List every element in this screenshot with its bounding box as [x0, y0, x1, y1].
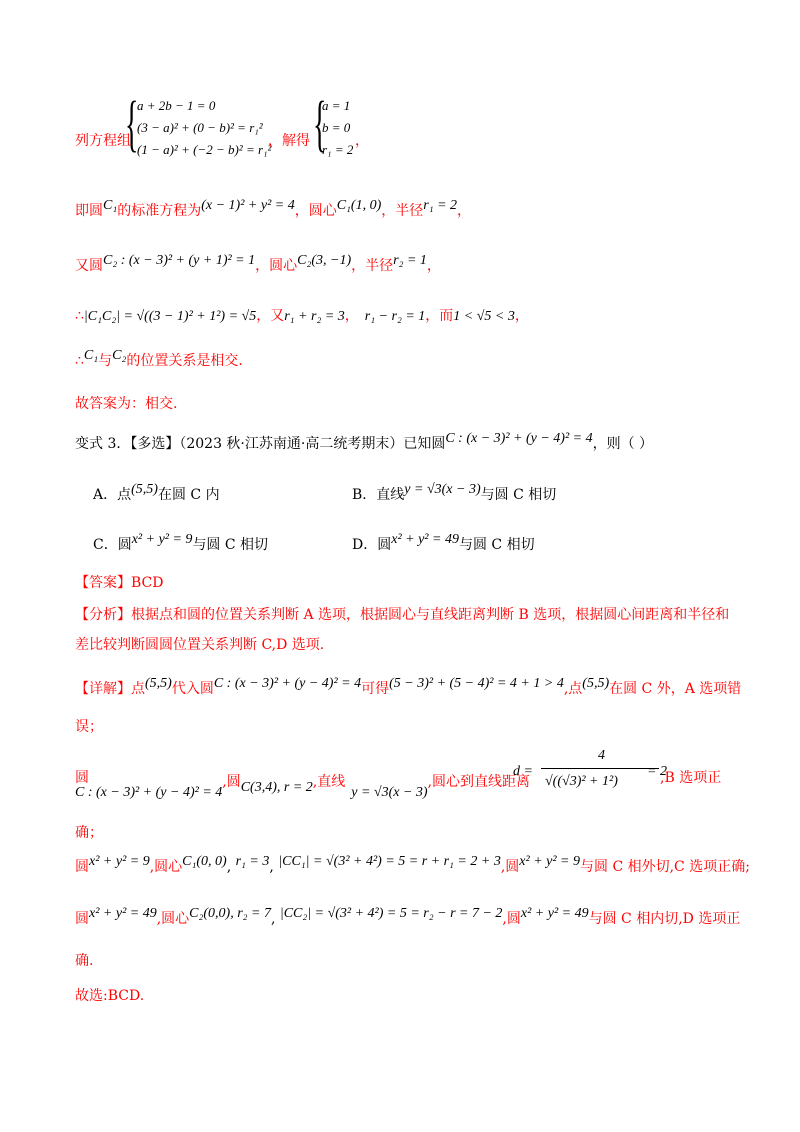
math: (5 − 3)² + (5 − 4)² = 4 + 1 > 4 — [389, 676, 564, 691]
text: 【详解】点 — [75, 681, 145, 697]
text: 的标准方程为 — [117, 203, 202, 219]
text: 与圆 C 相切 — [480, 487, 557, 503]
text: 圆 — [75, 911, 89, 927]
option-a[interactable] — [93, 484, 220, 504]
equation-row: a + 2b − 1 = 0 — [137, 98, 216, 113]
therefore-symbol: ∴ — [75, 308, 84, 324]
math: √((√3)² + 1²) — [545, 774, 618, 789]
math: |CC₁| = √(3² + 4²) = 5 = r + r₁ = 2 + 3 — [278, 854, 501, 869]
math: y = √3(x − 3) — [404, 482, 481, 497]
text: ， — [344, 308, 359, 324]
text: ，则（ ） — [592, 436, 654, 452]
equation-row: r₁ = 2 — [322, 142, 354, 157]
text: ,圆 — [502, 911, 521, 927]
detail-line-1 — [75, 678, 741, 698]
answer-label: 【答案】BCD — [75, 575, 164, 591]
text: 圆 — [75, 859, 89, 875]
text: ,圆 — [222, 774, 241, 790]
math: C₁(0, 0) — [182, 854, 227, 869]
text: ，而 — [425, 308, 454, 324]
text: 在圆 C 外，A 选项错 — [609, 681, 742, 697]
math: x² + y² = 49 — [391, 532, 459, 547]
text: 与圆 C 相外切,C 选项正确; — [580, 859, 750, 875]
fraction-bar — [541, 768, 659, 769]
text: D．圆 — [352, 537, 392, 553]
text: 即圆 — [75, 203, 103, 219]
equation-row: (1 − a)² + (−2 − b)² = r₁² — [137, 142, 272, 157]
math: = 2 — [647, 764, 667, 779]
text: ,圆 — [500, 859, 520, 875]
solution-line-3 — [75, 255, 441, 275]
detail-b-tail: ,B 选项正 — [660, 770, 722, 786]
text: ，又 — [256, 308, 285, 324]
math: x² + y² = 9 — [89, 854, 150, 869]
text: ,点 — [563, 681, 583, 697]
math: C₁(1, 0) — [336, 198, 382, 213]
solution-line-1 — [75, 130, 131, 150]
math: (5,5) — [145, 676, 172, 691]
math: 1 < √5 < 3 — [453, 309, 515, 324]
text: 的位置关系是相交. — [126, 353, 243, 369]
text: 在圆 C 内 — [157, 487, 220, 503]
text: 与圆 C 相切 — [458, 537, 535, 553]
brace-icon: { — [313, 90, 327, 158]
equation-row: b = 0 — [322, 120, 351, 135]
solution-text: ， — [355, 133, 369, 149]
math: (5,5) — [582, 676, 610, 691]
text: ， — [457, 203, 472, 219]
detail-line-1-cont: 误； — [75, 719, 103, 735]
math: x² + y² = 49 — [89, 906, 157, 921]
math: r₂ = 1 — [393, 253, 427, 268]
math: 4 — [598, 748, 605, 763]
final-answer: 故选:BCD. — [75, 988, 145, 1004]
text: ,圆心 — [149, 859, 183, 875]
text: 与 — [98, 353, 113, 369]
solution-line-2 — [75, 200, 471, 220]
brace-icon: { — [125, 90, 139, 158]
math: r₁ + r₂ = 3 — [284, 309, 345, 324]
detail-b-row — [75, 774, 531, 801]
text: 又圆 — [75, 258, 103, 274]
math: C : (x − 3)² + (y − 4)² = 4 — [75, 785, 223, 800]
text: 代入圆 — [171, 681, 214, 697]
math: C₂(0,0), r₂ = 7 — [189, 906, 271, 921]
math: r₁ = 2 — [423, 198, 458, 213]
math: y = √3(x − 3) — [351, 785, 428, 800]
math: C₂(3, −1) — [297, 253, 352, 268]
text: ， — [514, 308, 529, 324]
math: C : (x − 3)² + (y − 4)² = 4 — [213, 676, 362, 691]
text: 列方程组 — [75, 133, 131, 149]
text: ，半径 — [381, 203, 424, 219]
text: ，半径 — [351, 258, 394, 274]
analysis-line-1: 【分析】根据点和圆的位置关系判断 A 选项，根据圆心与直线距离判断 B 选项，根据圆心间距离和半径和 — [75, 607, 730, 623]
math: (5,5) — [131, 482, 158, 497]
text: 圆 — [75, 770, 89, 786]
text: ， — [426, 258, 441, 274]
solution-line-5 — [75, 350, 243, 370]
math: C₁ — [83, 348, 99, 363]
option-b[interactable] — [352, 484, 556, 504]
detail-d-cont: 确. — [75, 953, 94, 969]
text: ,直线 — [312, 774, 346, 790]
math: x² + y² = 9 — [131, 532, 193, 547]
equation-row: (3 − a)² + (0 − b)² = r₁² — [137, 120, 263, 135]
text: C．圆 — [93, 537, 132, 553]
math: C : (x − 3)² + (y − 4)² = 4 — [445, 431, 593, 446]
equation-row: a = 1 — [322, 98, 351, 113]
text: 变式 3．【多选】（2023 秋·江苏南通·高二统考期末）已知圆 — [75, 436, 446, 452]
text: ，圆心 — [255, 258, 298, 274]
math: C₂ — [112, 348, 127, 363]
question-stem — [75, 433, 653, 453]
answer-conclusion: 故答案为：相交. — [75, 396, 178, 412]
math: r₁ − r₂ = 1 — [364, 309, 426, 324]
math: d = — [513, 764, 533, 779]
option-d[interactable] — [352, 534, 535, 554]
math: r₁ = 3 — [235, 854, 270, 869]
detail-b-cont: 确； — [75, 825, 103, 841]
math: C₁ — [103, 198, 118, 213]
therefore-symbol: ∴ — [75, 353, 84, 369]
text: ,圆心到直线距离 — [427, 774, 531, 790]
text: B．直线 — [352, 487, 405, 503]
text: 可得 — [361, 681, 390, 697]
option-c[interactable] — [93, 534, 268, 554]
solution-line-4 — [75, 305, 529, 325]
math: C₂ : (x − 3)² + (y + 1)² = 1 — [103, 253, 256, 268]
math: x² + y² = 9 — [519, 854, 580, 869]
math: x² + y² = 49 — [520, 906, 589, 921]
detail-d-line: 圆x² + y² = 49,圆心C₂(0,0), r₂ = 7, |CC₂| = √(3² + 4²) = 5 = r₂ − r = 7 − 2,圆x² + y² = 49与圆 C 相内切,D 选项正 — [75, 906, 741, 927]
math: |C₁C₂| = √((3 − 1)² + 1²) = √5 — [83, 309, 257, 324]
text: ,圆心 — [156, 911, 190, 927]
text: A．点 — [93, 487, 132, 503]
text: 与圆 C 相切 — [192, 537, 269, 553]
math: (x − 1)² + y² = 4 — [201, 198, 295, 213]
text: 与圆 C 相内切,D 选项正 — [588, 911, 741, 927]
analysis-line-2: 差比较判断圆圆位置关系判断 C,D 选项. — [75, 637, 325, 653]
math: |CC₂| = √(3² + 4²) = 5 = r₂ − r = 7 − 2 — [279, 906, 503, 921]
text: ，圆心 — [294, 203, 337, 219]
math: C(3,4), r = 2 — [240, 780, 313, 795]
solution-text: ，解得 — [268, 133, 310, 149]
detail-c-line: 圆x² + y² = 9,圆心C₁(0, 0), r₁ = 3, |CC₁| = √(3² + 4²) = 5 = r + r₁ = 2 + 3,圆x² + y² = 9与圆 C 相外切,C 选项正确; — [75, 854, 750, 875]
